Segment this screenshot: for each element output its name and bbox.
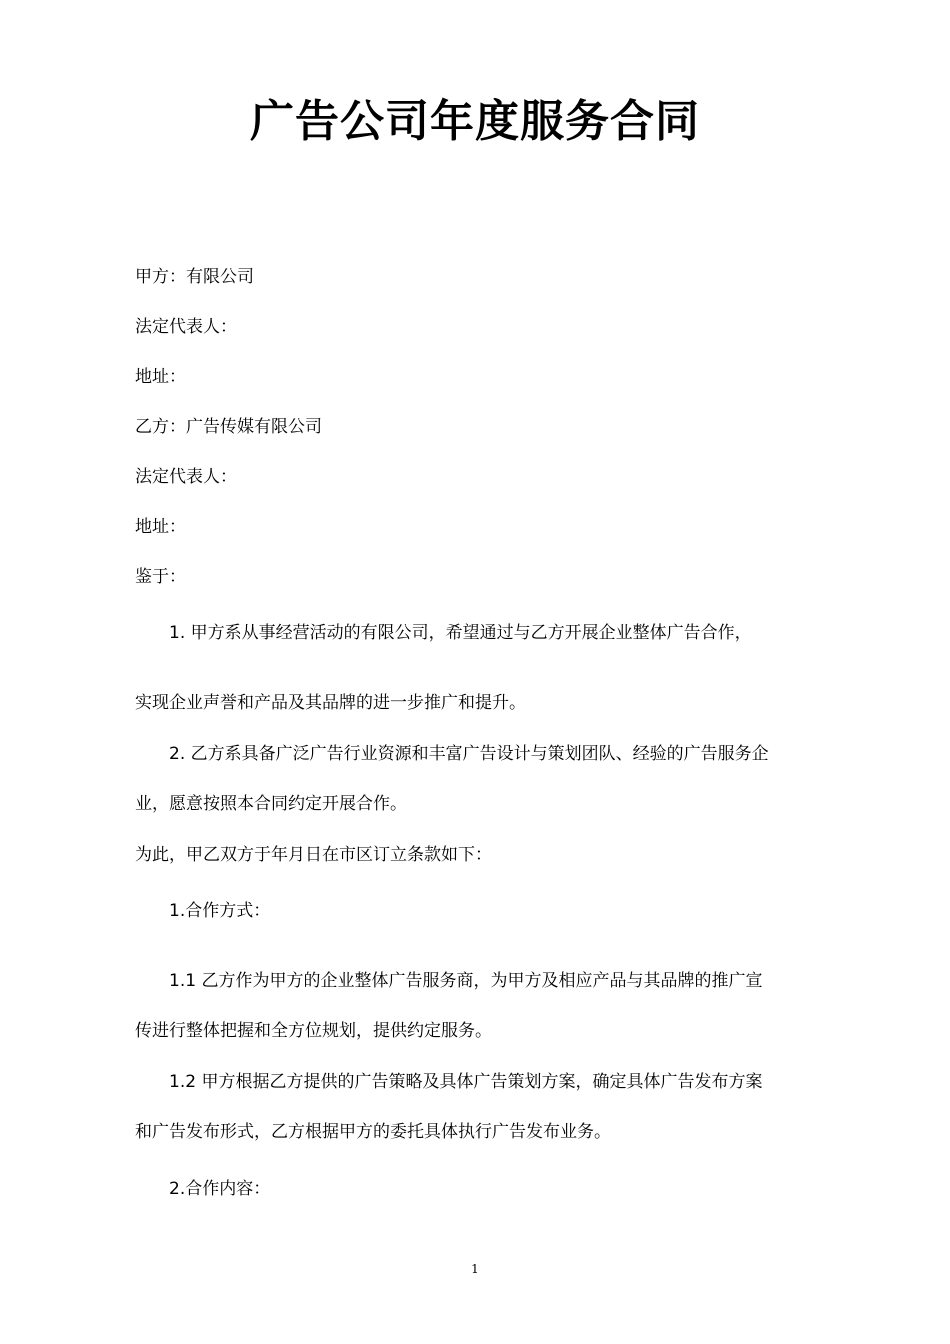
recital-1-line-2: 实现企业声誉和产品及其品牌的进一步推广和提升。 bbox=[135, 693, 526, 713]
party-a-line: 甲方：有限公司 bbox=[135, 267, 254, 287]
party-a-representative-line: 法定代表人： bbox=[135, 317, 237, 337]
party-b-address-line: 地址： bbox=[135, 517, 186, 537]
clause-1-1-line-1: 1.1 乙方作为甲方的企业整体广告服务商，为甲方及相应产品与其品牌的推广宣 bbox=[169, 971, 763, 991]
whereas-heading: 鉴于： bbox=[135, 567, 186, 587]
recital-2-line-2: 业，愿意按照本合同约定开展合作。 bbox=[135, 794, 407, 814]
section-1-heading: 1.合作方式： bbox=[169, 901, 271, 921]
party-b-representative-line: 法定代表人： bbox=[135, 467, 237, 487]
agreement-intro: 为此，甲乙双方于年月日在市区订立条款如下： bbox=[135, 845, 492, 865]
section-2-heading: 2.合作内容： bbox=[169, 1179, 271, 1199]
clause-1-2-line-2: 和广告发布形式，乙方根据甲方的委托具体执行广告发布业务。 bbox=[135, 1122, 611, 1142]
recital-1-line-1: 1. 甲方系从事经营活动的有限公司，希望通过与乙方开展企业整体广告合作， bbox=[169, 623, 752, 643]
document-title: 广告公司年度服务合同 bbox=[250, 96, 700, 147]
party-b-line: 乙方：广告传媒有限公司 bbox=[135, 417, 322, 437]
recital-2-line-1: 2. 乙方系具备广泛广告行业资源和丰富广告设计与策划团队、经验的广告服务企 bbox=[169, 744, 769, 764]
party-a-address-line: 地址： bbox=[135, 367, 186, 387]
clause-1-1-line-2: 传进行整体把握和全方位规划，提供约定服务。 bbox=[135, 1021, 492, 1041]
page-number: 1 bbox=[471, 1262, 479, 1276]
clause-1-2-line-1: 1.2 甲方根据乙方提供的广告策略及具体广告策划方案，确定具体广告发布方案 bbox=[169, 1072, 763, 1092]
